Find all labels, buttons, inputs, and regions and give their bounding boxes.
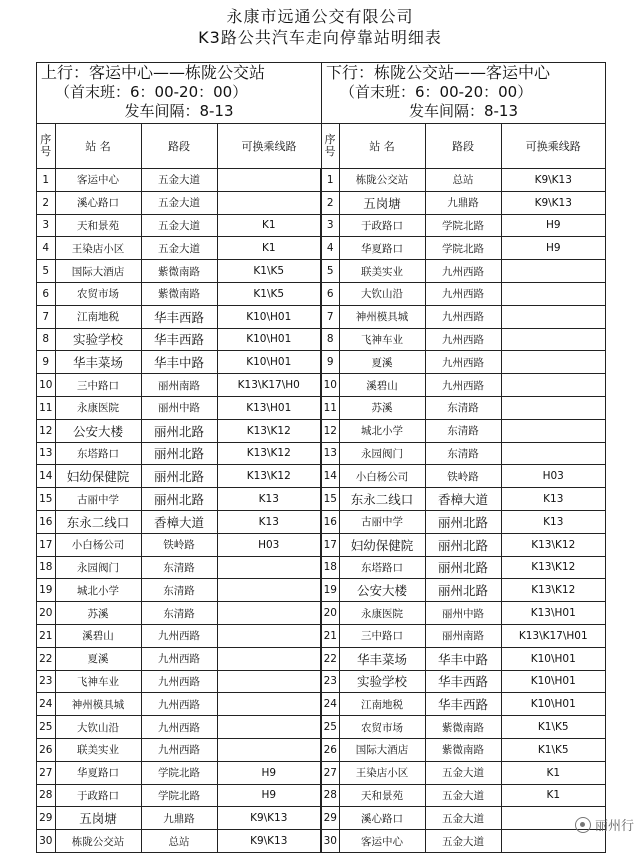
up-station-cell: 飞神车业 [55, 670, 141, 693]
table-row [37, 693, 605, 716]
down-seq-cell: 30 [321, 830, 339, 853]
up-road-cell: 东清路 [141, 602, 217, 625]
down-transfer-cell [501, 282, 605, 305]
down-direction: 下行：栋陇公交站——客运中心 [326, 63, 551, 82]
table-row [37, 556, 605, 579]
up-road-cell: 华丰西路 [141, 305, 217, 328]
down-station-cell: 华丰菜场 [339, 647, 425, 670]
up-service-times: （首末班：6：00-20：00） [55, 83, 248, 101]
down-road-cell: 东清路 [425, 442, 501, 465]
table-row [37, 624, 605, 647]
up-station-cell: 小白杨公司 [55, 533, 141, 556]
up-road-cell: 五金大道 [141, 237, 217, 260]
up-station-cell: 国际大酒店 [55, 260, 141, 283]
table-row [37, 419, 605, 442]
up-road-cell: 九州西路 [141, 624, 217, 647]
up-transfer-cell: H03 [217, 533, 321, 556]
down-road-cell: 铁岭路 [425, 465, 501, 488]
down-station-cell: 永康医院 [339, 602, 425, 625]
down-station-cell: 苏溪 [339, 396, 425, 419]
down-transfer-cell: K10\H01 [501, 647, 605, 670]
up-station-cell: 东塔路口 [55, 442, 141, 465]
down-road-cell: 九州西路 [425, 374, 501, 397]
up-transfer-cell [217, 670, 321, 693]
up-direction: 上行：客运中心——栋陇公交站 [41, 63, 266, 82]
down-station-cell: 联美实业 [339, 260, 425, 283]
down-transfer-cell: K1 [501, 761, 605, 784]
up-road-cell: 五金大道 [141, 191, 217, 214]
table-row [37, 647, 605, 670]
up-road-cell: 九州西路 [141, 738, 217, 761]
up-road-cell: 香樟大道 [141, 510, 217, 533]
up-seq-cell: 2 [37, 191, 55, 214]
up-road-cell: 九鼎路 [141, 807, 217, 830]
down-seq-cell: 23 [321, 670, 339, 693]
up-station-cell: 公安大楼 [55, 419, 141, 442]
up-transfer-cell [217, 716, 321, 739]
up-station-cell: 王染店小区 [55, 237, 141, 260]
down-station-cell: 城北小学 [339, 419, 425, 442]
table-row [37, 670, 605, 693]
table-row [37, 191, 605, 214]
down-transfer-cell: K13\K12 [501, 579, 605, 602]
down-road-cell: 九州西路 [425, 305, 501, 328]
down-road-cell: 香樟大道 [425, 488, 501, 511]
down-transfer-cell: H9 [501, 237, 605, 260]
table-row [37, 351, 605, 374]
up-station-cell: 实验学校 [55, 328, 141, 351]
up-road-cell: 五金大道 [141, 214, 217, 237]
down-road-cell: 紫微南路 [425, 738, 501, 761]
table-row [37, 602, 605, 625]
down-transfer-cell: H9 [501, 214, 605, 237]
down-road-cell: 丽州北路 [425, 556, 501, 579]
down-road-cell: 五金大道 [425, 830, 501, 853]
down-transfer-cell: K13 [501, 488, 605, 511]
down-transfer-cell: K1 [501, 784, 605, 807]
up-transfer-cell: K13\K12 [217, 442, 321, 465]
table-row [37, 533, 605, 556]
up-station-cell: 永园阀门 [55, 556, 141, 579]
up-transfer-cell: H9 [217, 761, 321, 784]
down-station-cell: 五岗塘 [339, 191, 425, 214]
down-transfer-cell: K1\K5 [501, 716, 605, 739]
down-seq-cell: 26 [321, 738, 339, 761]
up-transfer-cell [217, 738, 321, 761]
up-road-cell: 紫微南路 [141, 282, 217, 305]
down-seq-cell: 4 [321, 237, 339, 260]
direction-header [37, 63, 605, 124]
up-transfer-cell: K10\H01 [217, 328, 321, 351]
table-row [37, 396, 605, 419]
header-seq-up: 序号 [37, 124, 55, 169]
up-seq-cell: 20 [37, 602, 55, 625]
down-seq-cell: 27 [321, 761, 339, 784]
down-road-cell: 东清路 [425, 419, 501, 442]
up-station-cell: 妇幼保健院 [55, 465, 141, 488]
down-transfer-cell [501, 419, 605, 442]
up-station-cell: 东永二线口 [55, 510, 141, 533]
up-seq-cell: 7 [37, 305, 55, 328]
up-transfer-cell [217, 602, 321, 625]
down-road-cell: 五金大道 [425, 784, 501, 807]
up-transfer-cell [217, 693, 321, 716]
up-road-cell: 华丰中路 [141, 351, 217, 374]
watermark [575, 815, 634, 834]
table-row [37, 374, 605, 397]
up-road-cell: 丽州中路 [141, 396, 217, 419]
header-transfer-down: 可换乘线路 [501, 124, 605, 169]
up-road-cell: 丽州北路 [141, 442, 217, 465]
down-station-cell: 神州模具城 [339, 305, 425, 328]
up-seq-cell: 22 [37, 647, 55, 670]
down-road-cell: 华丰中路 [425, 647, 501, 670]
down-seq-cell: 12 [321, 419, 339, 442]
down-transfer-cell: K13\K17\H01 [501, 624, 605, 647]
table-row [37, 488, 605, 511]
table-row [37, 282, 605, 305]
up-transfer-cell: K13\H01 [217, 396, 321, 419]
down-station-cell: 溪碧山 [339, 374, 425, 397]
up-seq-cell: 6 [37, 282, 55, 305]
down-seq-cell: 22 [321, 647, 339, 670]
down-service-times: （首末班：6：00-20：00） [340, 83, 533, 101]
table-row [37, 784, 605, 807]
down-road-cell: 丽州北路 [425, 533, 501, 556]
down-station-cell: 实验学校 [339, 670, 425, 693]
down-transfer-cell [501, 396, 605, 419]
up-seq-cell: 10 [37, 374, 55, 397]
up-road-cell: 丽州南路 [141, 374, 217, 397]
down-seq-cell: 8 [321, 328, 339, 351]
down-transfer-cell [501, 374, 605, 397]
up-transfer-cell: K1\K5 [217, 260, 321, 283]
up-road-cell: 东清路 [141, 556, 217, 579]
down-seq-cell: 17 [321, 533, 339, 556]
down-seq-cell: 14 [321, 465, 339, 488]
down-transfer-cell [501, 260, 605, 283]
header-road-down: 路段 [425, 124, 501, 169]
down-seq-cell: 28 [321, 784, 339, 807]
up-station-cell: 客运中心 [55, 169, 141, 192]
up-transfer-cell: K13\K12 [217, 465, 321, 488]
up-seq-cell: 9 [37, 351, 55, 374]
down-seq-cell: 29 [321, 807, 339, 830]
table-row [37, 716, 605, 739]
table-row [37, 442, 605, 465]
down-transfer-cell: K10\H01 [501, 693, 605, 716]
up-station-cell: 溪碧山 [55, 624, 141, 647]
up-transfer-cell: K1 [217, 214, 321, 237]
down-road-cell: 紫微南路 [425, 716, 501, 739]
up-transfer-cell [217, 191, 321, 214]
down-station-cell: 溪心路口 [339, 807, 425, 830]
down-transfer-cell: K10\H01 [501, 670, 605, 693]
down-station-cell: 三中路口 [339, 624, 425, 647]
up-station-cell: 于政路口 [55, 784, 141, 807]
up-direction-block [37, 63, 321, 123]
down-road-cell: 丽州北路 [425, 510, 501, 533]
up-road-cell: 铁岭路 [141, 533, 217, 556]
up-seq-cell: 21 [37, 624, 55, 647]
down-station-cell: 大钦山沿 [339, 282, 425, 305]
down-station-cell: 华夏路口 [339, 237, 425, 260]
down-road-cell: 五金大道 [425, 761, 501, 784]
up-seq-cell: 8 [37, 328, 55, 351]
table-row [37, 807, 605, 830]
down-road-cell: 学院北路 [425, 237, 501, 260]
down-station-cell: 东塔路口 [339, 556, 425, 579]
down-seq-cell: 9 [321, 351, 339, 374]
up-road-cell: 总站 [141, 830, 217, 853]
down-transfer-cell [501, 442, 605, 465]
down-station-cell: 江南地税 [339, 693, 425, 716]
up-transfer-cell: K1\K5 [217, 282, 321, 305]
up-seq-cell: 13 [37, 442, 55, 465]
down-transfer-cell [501, 351, 605, 374]
up-station-cell: 夏溪 [55, 647, 141, 670]
down-road-cell: 总站 [425, 169, 501, 192]
up-road-cell: 九州西路 [141, 716, 217, 739]
up-seq-cell: 14 [37, 465, 55, 488]
down-transfer-cell: K13\H01 [501, 602, 605, 625]
up-station-cell: 溪心路口 [55, 191, 141, 214]
document-title: K3路公共汽车走向停靠站明细表 [198, 28, 442, 47]
down-road-cell: 九州西路 [425, 328, 501, 351]
down-seq-cell: 7 [321, 305, 339, 328]
down-seq-cell: 5 [321, 260, 339, 283]
table-row [37, 579, 605, 602]
up-road-cell: 丽州北路 [141, 488, 217, 511]
up-transfer-cell [217, 579, 321, 602]
up-seq-cell: 12 [37, 419, 55, 442]
header-station-down: 站 名 [339, 124, 425, 169]
up-station-cell: 华丰菜场 [55, 351, 141, 374]
up-station-cell: 神州模具城 [55, 693, 141, 716]
company-name: 永康市远通公交有限公司 [226, 7, 414, 26]
down-interval: 发车间隔：8-13 [408, 102, 519, 120]
down-transfer-cell: H03 [501, 465, 605, 488]
table-row [37, 738, 605, 761]
up-seq-cell: 1 [37, 169, 55, 192]
down-road-cell: 东清路 [425, 396, 501, 419]
down-station-cell: 夏溪 [339, 351, 425, 374]
header-station-up: 站 名 [55, 124, 141, 169]
up-seq-cell: 17 [37, 533, 55, 556]
down-road-cell: 九州西路 [425, 260, 501, 283]
schedule-sheet [36, 62, 606, 853]
down-station-cell: 永园阀门 [339, 442, 425, 465]
table-row [37, 214, 605, 237]
down-road-cell: 五金大道 [425, 807, 501, 830]
down-road-cell: 学院北路 [425, 214, 501, 237]
table-row [37, 510, 605, 533]
up-transfer-cell: K10\H01 [217, 305, 321, 328]
up-transfer-cell: H9 [217, 784, 321, 807]
up-transfer-cell: K13\K17\H0 [217, 374, 321, 397]
up-seq-cell: 19 [37, 579, 55, 602]
up-seq-cell: 16 [37, 510, 55, 533]
down-transfer-cell: K13\K12 [501, 533, 605, 556]
table-row [37, 169, 605, 192]
header-transfer-up: 可换乘线路 [217, 124, 321, 169]
up-station-cell: 古丽中学 [55, 488, 141, 511]
down-seq-cell: 10 [321, 374, 339, 397]
up-station-cell: 三中路口 [55, 374, 141, 397]
up-road-cell: 九州西路 [141, 693, 217, 716]
down-station-cell: 东永二线口 [339, 488, 425, 511]
down-road-cell: 华丰西路 [425, 693, 501, 716]
table-row [37, 328, 605, 351]
down-station-cell: 小白杨公司 [339, 465, 425, 488]
table-row [37, 260, 605, 283]
down-seq-cell: 1 [321, 169, 339, 192]
up-station-cell: 永康医院 [55, 396, 141, 419]
down-seq-cell: 16 [321, 510, 339, 533]
up-transfer-cell [217, 169, 321, 192]
down-station-cell: 飞神车业 [339, 328, 425, 351]
up-road-cell: 紫微南路 [141, 260, 217, 283]
up-station-cell: 华夏路口 [55, 761, 141, 784]
up-seq-cell: 26 [37, 738, 55, 761]
down-seq-cell: 21 [321, 624, 339, 647]
down-station-cell: 客运中心 [339, 830, 425, 853]
up-seq-cell: 27 [37, 761, 55, 784]
down-station-cell: 妇幼保健院 [339, 533, 425, 556]
down-road-cell: 丽州北路 [425, 579, 501, 602]
up-transfer-cell [217, 556, 321, 579]
down-seq-cell: 24 [321, 693, 339, 716]
down-station-cell: 农贸市场 [339, 716, 425, 739]
down-transfer-cell: K9\K13 [501, 169, 605, 192]
up-road-cell: 丽州北路 [141, 419, 217, 442]
up-road-cell: 丽州北路 [141, 465, 217, 488]
down-transfer-cell: K9\K13 [501, 191, 605, 214]
wechat-circle-icon [575, 817, 591, 833]
down-station-cell: 国际大酒店 [339, 738, 425, 761]
down-station-cell: 王染店小区 [339, 761, 425, 784]
up-seq-cell: 11 [37, 396, 55, 419]
header-road-up: 路段 [141, 124, 217, 169]
stops-table [37, 124, 605, 852]
table-row [37, 761, 605, 784]
down-seq-cell: 13 [321, 442, 339, 465]
down-seq-cell: 25 [321, 716, 339, 739]
up-seq-cell: 15 [37, 488, 55, 511]
up-transfer-cell: K9\K13 [217, 807, 321, 830]
down-road-cell: 丽州南路 [425, 624, 501, 647]
up-seq-cell: 25 [37, 716, 55, 739]
up-road-cell: 学院北路 [141, 784, 217, 807]
up-seq-cell: 23 [37, 670, 55, 693]
up-seq-cell: 30 [37, 830, 55, 853]
down-road-cell: 九州西路 [425, 282, 501, 305]
up-station-cell: 大钦山沿 [55, 716, 141, 739]
up-seq-cell: 24 [37, 693, 55, 716]
down-station-cell: 于政路口 [339, 214, 425, 237]
down-seq-cell: 19 [321, 579, 339, 602]
up-transfer-cell: K13\K12 [217, 419, 321, 442]
down-seq-cell: 6 [321, 282, 339, 305]
down-road-cell: 九鼎路 [425, 191, 501, 214]
document-header [0, 6, 640, 48]
up-station-cell: 联美实业 [55, 738, 141, 761]
down-transfer-cell [501, 305, 605, 328]
table-row [37, 830, 605, 853]
down-seq-cell: 3 [321, 214, 339, 237]
up-road-cell: 东清路 [141, 579, 217, 602]
down-transfer-cell: K13 [501, 510, 605, 533]
up-seq-cell: 5 [37, 260, 55, 283]
up-seq-cell: 18 [37, 556, 55, 579]
down-seq-cell: 20 [321, 602, 339, 625]
table-row [37, 465, 605, 488]
down-road-cell: 华丰西路 [425, 670, 501, 693]
up-transfer-cell: K1 [217, 237, 321, 260]
down-seq-cell: 15 [321, 488, 339, 511]
down-transfer-cell: K13\K12 [501, 556, 605, 579]
up-station-cell: 苏溪 [55, 602, 141, 625]
up-seq-cell: 28 [37, 784, 55, 807]
up-transfer-cell [217, 624, 321, 647]
up-seq-cell: 4 [37, 237, 55, 260]
up-road-cell: 五金大道 [141, 169, 217, 192]
down-station-cell: 栋陇公交站 [339, 169, 425, 192]
up-transfer-cell: K9\K13 [217, 830, 321, 853]
up-road-cell: 九州西路 [141, 670, 217, 693]
down-station-cell: 古丽中学 [339, 510, 425, 533]
down-transfer-cell [501, 328, 605, 351]
up-transfer-cell: K10\H01 [217, 351, 321, 374]
header-seq-down: 序号 [321, 124, 339, 169]
down-station-cell: 天和景苑 [339, 784, 425, 807]
down-direction-block [321, 63, 605, 123]
down-transfer-cell: K1\K5 [501, 738, 605, 761]
up-interval: 发车间隔：8-13 [124, 102, 234, 120]
up-station-cell: 天和景苑 [55, 214, 141, 237]
up-station-cell: 城北小学 [55, 579, 141, 602]
watermark-text: 丽州行 [594, 819, 634, 834]
up-transfer-cell: K13 [217, 488, 321, 511]
down-road-cell: 九州西路 [425, 351, 501, 374]
down-seq-cell: 18 [321, 556, 339, 579]
up-seq-cell: 3 [37, 214, 55, 237]
up-road-cell: 九州西路 [141, 647, 217, 670]
table-row [37, 237, 605, 260]
up-road-cell: 学院北路 [141, 761, 217, 784]
up-transfer-cell [217, 647, 321, 670]
table-header-row [37, 124, 605, 169]
down-station-cell: 公安大楼 [339, 579, 425, 602]
down-seq-cell: 11 [321, 396, 339, 419]
up-transfer-cell: K13 [217, 510, 321, 533]
down-seq-cell: 2 [321, 191, 339, 214]
up-seq-cell: 29 [37, 807, 55, 830]
up-station-cell: 江南地税 [55, 305, 141, 328]
up-road-cell: 华丰西路 [141, 328, 217, 351]
down-road-cell: 丽州中路 [425, 602, 501, 625]
up-station-cell: 五岗塘 [55, 807, 141, 830]
up-station-cell: 农贸市场 [55, 282, 141, 305]
up-station-cell: 栋陇公交站 [55, 830, 141, 853]
table-row [37, 305, 605, 328]
